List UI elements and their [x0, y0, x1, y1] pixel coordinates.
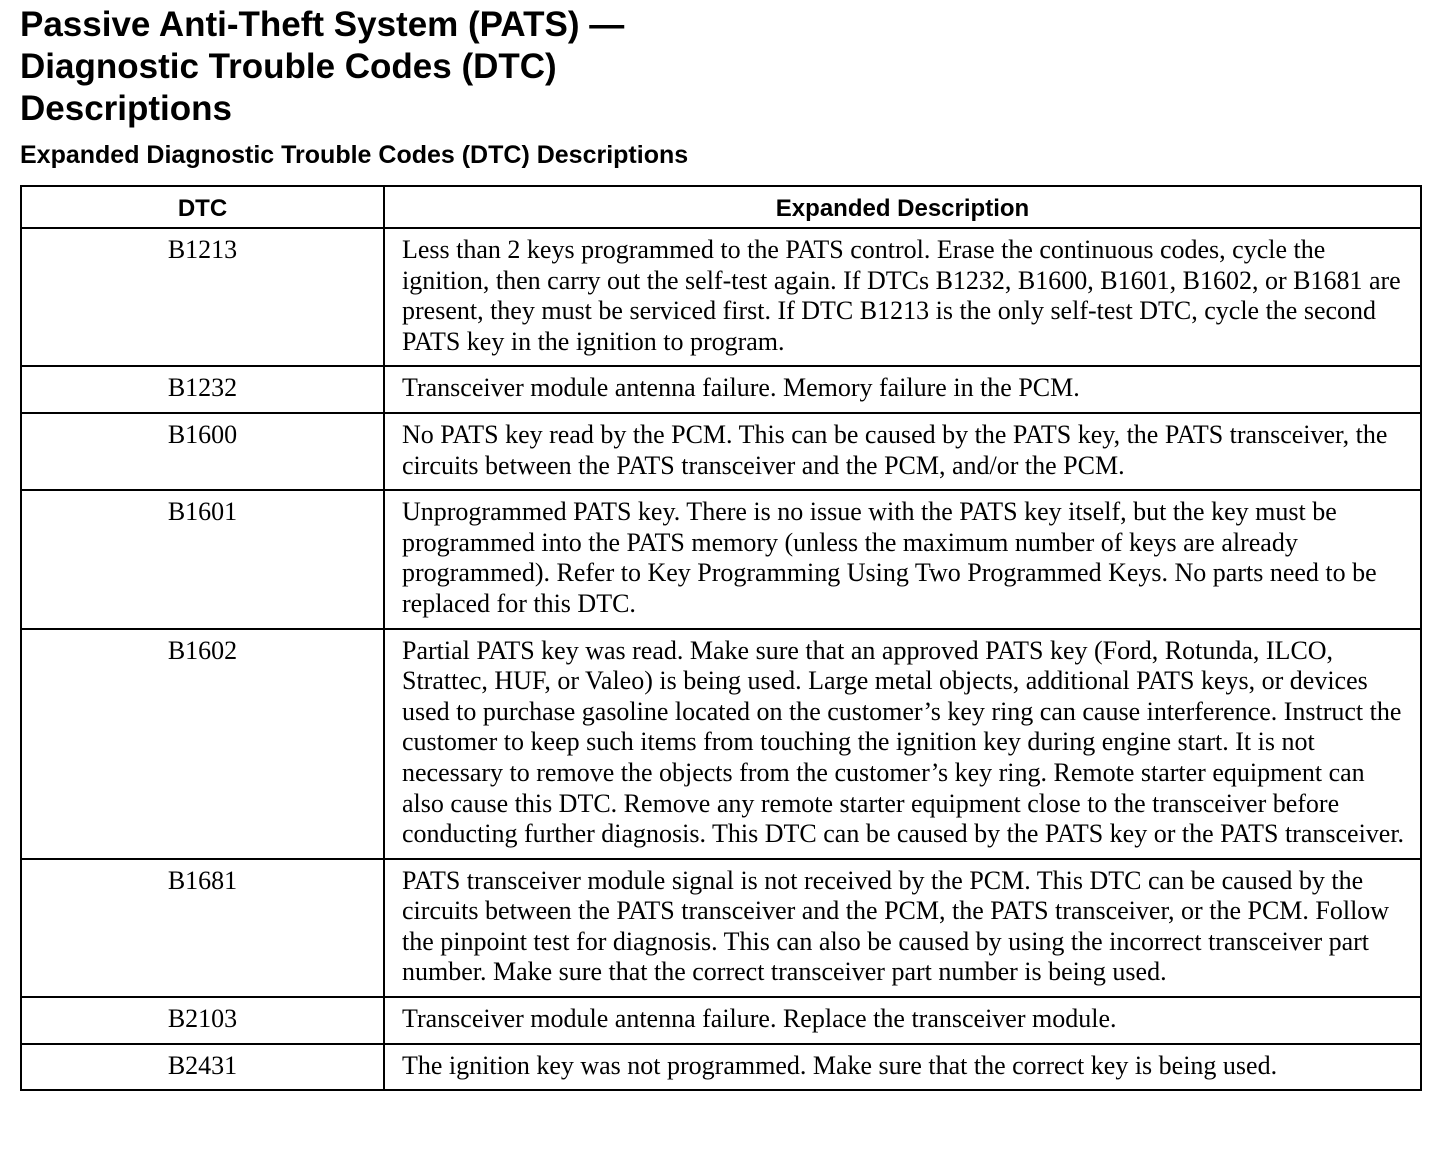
table-row: [21, 366, 1421, 413]
dtc-code: B1213: [21, 228, 384, 366]
table-row: [21, 228, 1421, 366]
table-row: [21, 629, 1421, 859]
table-row: [21, 1044, 1421, 1091]
dtc-code: B2431: [21, 1044, 384, 1091]
page-title-line: Diagnostic Trouble Codes (DTC): [20, 47, 557, 86]
dtc-code: B1681: [21, 859, 384, 997]
page-title-line: Passive Anti-Theft System (PATS) —: [20, 5, 625, 44]
dtc-code: B1232: [21, 366, 384, 413]
dtc-description: Unprogrammed PATS key. There is no issue with the PATS key itself, but the key must be programmed into the PATS memory (unless the maximum number of keys are already programmed). Refer to Key Programming Using Two Programmed Keys. No parts need to be replaced for this DTC.: [384, 490, 1421, 628]
table-row: [21, 859, 1421, 997]
dtc-description: Partial PATS key was read. Make sure that an approved PATS key (Ford, Rotunda, ILCO, Strattec, HUF, or Valeo) is being used. Large metal objects, additional PATS keys, or devices used to purchase gasoline located on the customer’s key ring can cause interference. Instruct the customer to keep such items from touching the ignition key during engine start. It is not necessary to remove the objects from the customer’s key ring. Remote starter equipment can also cause this DTC. Remove any remote starter equipment close to the transceiver before conducting further diagnosis. This DTC can be caused by the PATS key or the PATS transceiver.: [384, 629, 1421, 859]
dtc-code: B1601: [21, 490, 384, 628]
dtc-column-header: DTC: [21, 186, 384, 228]
dtc-description: PATS transceiver module signal is not received by the PCM. This DTC can be caused by the circuits between the PATS transceiver and the PCM, the PATS transceiver, or the PCM. Follow the pinpoint test for diagnosis. This can also be caused by using the incorrect transceiver part number. Make sure that the correct transceiver part number is being used.: [384, 859, 1421, 997]
dtc-description: Less than 2 keys programmed to the PATS control. Erase the continuous codes, cycle the ignition, then carry out the self-test again. If DTCs B1232, B1600, B1601, B1602, or B1681 are present, they must be serviced first. If DTC B1213 is the only self-test DTC, cycle the second PATS key in the ignition to program.: [384, 228, 1421, 366]
table-row: [21, 413, 1421, 490]
description-column-header: Expanded Description: [384, 186, 1421, 228]
dtc-description: Transceiver module antenna failure. Memory failure in the PCM.: [384, 366, 1421, 413]
page-title-line: Descriptions: [20, 89, 232, 128]
section-subtitle: Expanded Diagnostic Trouble Codes (DTC) Descriptions: [20, 141, 689, 169]
dtc-code: B1602: [21, 629, 384, 859]
dtc-code: B1600: [21, 413, 384, 490]
table-row: [21, 490, 1421, 628]
table-row: [21, 997, 1421, 1044]
table-header-row: [21, 186, 1421, 228]
dtc-description: No PATS key read by the PCM. This can be caused by the PATS key, the PATS transceiver, the circuits between the PATS transceiver and the PCM, and/or the PCM.: [384, 413, 1421, 490]
dtc-table: [20, 185, 1422, 1091]
dtc-description: The ignition key was not programmed. Make sure that the correct key is being used.: [384, 1044, 1421, 1091]
dtc-description: Transceiver module antenna failure. Replace the transceiver module.: [384, 997, 1421, 1044]
page-title: [20, 4, 624, 130]
dtc-code: B2103: [21, 997, 384, 1044]
